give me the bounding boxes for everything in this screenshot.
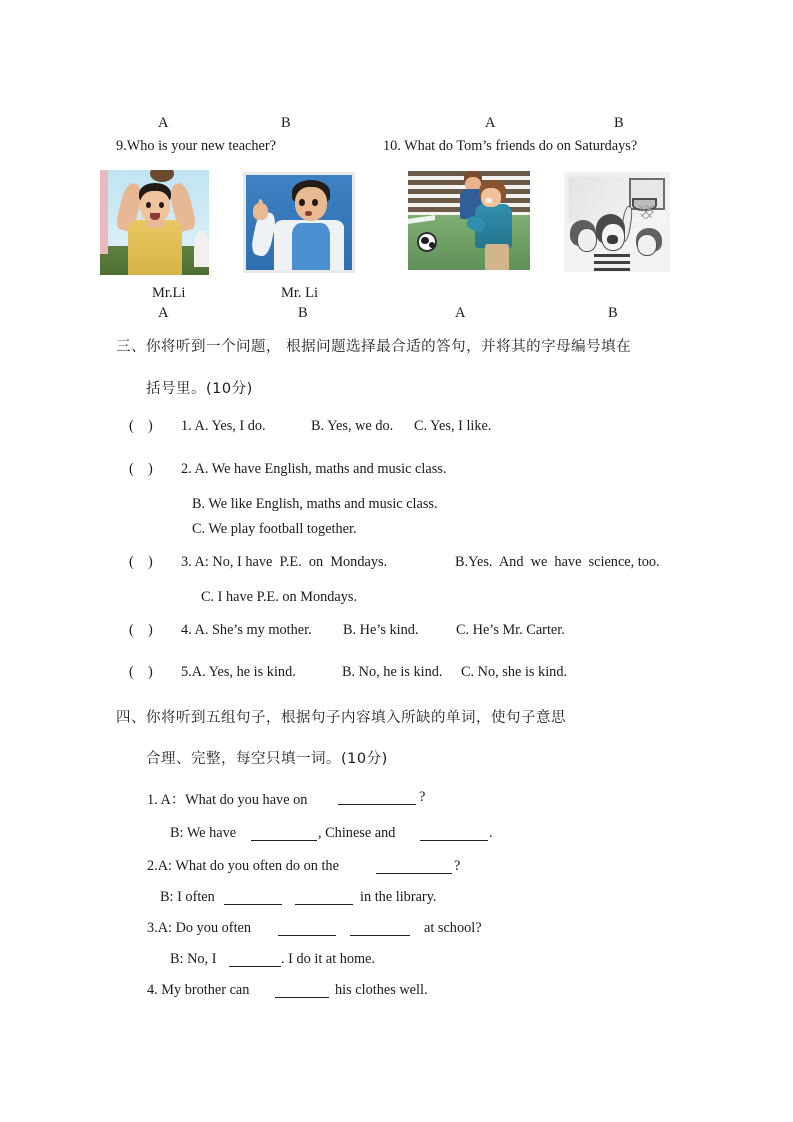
section-three-q5-c: C. No, she is kind.: [461, 664, 568, 680]
picture-option-3: A: [455, 305, 466, 321]
section-four-q1b-suffix: .: [489, 825, 493, 841]
section-four-q2b-blank-2[interactable]: [295, 889, 353, 905]
section-three-q5-b: B. No, he is kind.: [342, 664, 443, 680]
option-marker-left-b: B: [281, 115, 291, 131]
listening-question-9: 9.Who is your new teacher?: [116, 138, 276, 154]
section-four-q3a-blank-1[interactable]: [278, 920, 336, 936]
section-three-heading-line1: 三、你将听到一个问题， 根据问题选择最合适的答句，并将其的字母编号填在: [116, 339, 632, 355]
section-three-q1-b: B. Yes, we do.: [311, 418, 394, 434]
picture-option-4: B: [608, 305, 618, 321]
option-marker-right-b: B: [614, 115, 624, 131]
section-four-q2a-suffix: ?: [454, 858, 461, 874]
section-four-q3a-suffix: at school?: [424, 920, 482, 936]
section-three-q2-b: B. We like English, maths and music class.: [192, 496, 438, 512]
answer-bracket-2[interactable]: ( ): [129, 461, 153, 477]
section-four-q3b-prefix: B: No, I: [170, 951, 217, 967]
section-four-q2b-blank-1[interactable]: [224, 889, 282, 905]
answer-bracket-3[interactable]: ( ): [129, 554, 153, 570]
picture-man-holding-ball: [100, 170, 209, 275]
listening-question-10: 10. What do Tom’s friends do on Saturdays?: [383, 138, 638, 154]
answer-bracket-5[interactable]: ( ): [129, 664, 153, 680]
section-three-q1-a: 1. A. Yes, I do.: [181, 418, 266, 434]
section-three-q2-a: 2. A. We have English, maths and music class.: [181, 461, 447, 477]
picture-caption-2: Mr. Li: [281, 285, 319, 301]
section-four-heading-line1: 四、你将听到五组句子，根据句子内容填入所缺的单词，使句子意思: [116, 710, 566, 726]
section-four-q1a-blank[interactable]: [338, 789, 416, 805]
section-three-q2-c: C. We play football together.: [192, 521, 357, 537]
section-four-q1a-prefix: 1. A：What do you have on: [147, 792, 308, 808]
section-four-q1b-middle: , Chinese and: [318, 825, 396, 841]
section-three-q3-c: C. I have P.E. on Mondays.: [201, 589, 358, 605]
answer-bracket-1[interactable]: ( ): [129, 418, 153, 434]
answer-bracket-4[interactable]: ( ): [129, 622, 153, 638]
section-four-q3b-suffix: . I do it at home.: [281, 951, 376, 967]
section-four-q2a-prefix: 2.A: What do you often do on the: [147, 858, 339, 874]
section-four-q1b-blank-1[interactable]: [251, 825, 317, 841]
section-three-q4-c: C. He’s Mr. Carter.: [456, 622, 565, 638]
picture-option-2: B: [298, 305, 308, 321]
section-three-q3-a: 3. A: No, I have P.E. on Mondays.: [181, 554, 388, 570]
option-marker-right-a: A: [485, 115, 496, 131]
section-four-q3a-prefix: 3.A: Do you often: [147, 920, 252, 936]
section-four-q4-prefix: 4. My brother can: [147, 982, 250, 998]
option-marker-left-a: A: [158, 115, 169, 131]
section-three-q1-c: C. Yes, I like.: [414, 418, 492, 434]
section-four-heading-line2: 合理、完整，每空只填一词。(10分): [146, 751, 388, 767]
section-four-q2b-suffix: in the library.: [360, 889, 437, 905]
section-three-q5-a: 5.A. Yes, he is kind.: [181, 664, 296, 680]
section-four-q3a-blank-2[interactable]: [350, 920, 410, 936]
section-four-q1b-blank-2[interactable]: [420, 825, 488, 841]
picture-man-pointing-up: [243, 172, 355, 273]
section-four-q1b-prefix: B: We have: [170, 825, 237, 841]
section-three-q3-b: B.Yes. And we have science, too.: [455, 554, 660, 570]
section-three-q4-a: 4. A. She’s my mother.: [181, 622, 312, 638]
picture-caption-1: Mr.Li: [152, 285, 186, 301]
section-four-q2a-blank[interactable]: [376, 858, 452, 874]
picture-kids-playing-basketball-sketch: [564, 172, 670, 272]
section-four-q2b-prefix: B: I often: [160, 889, 215, 905]
section-three-q4-b: B. He’s kind.: [343, 622, 419, 638]
section-three-heading-line2: 括号里。(10分): [146, 381, 253, 397]
picture-kids-playing-football: [408, 171, 530, 270]
section-four-q1a-suffix: ?: [419, 789, 426, 805]
section-four-q4-blank[interactable]: [275, 982, 329, 998]
section-four-q3b-blank[interactable]: [229, 951, 281, 967]
picture-option-1: A: [158, 305, 169, 321]
section-four-q4-suffix: his clothes well.: [335, 982, 428, 998]
